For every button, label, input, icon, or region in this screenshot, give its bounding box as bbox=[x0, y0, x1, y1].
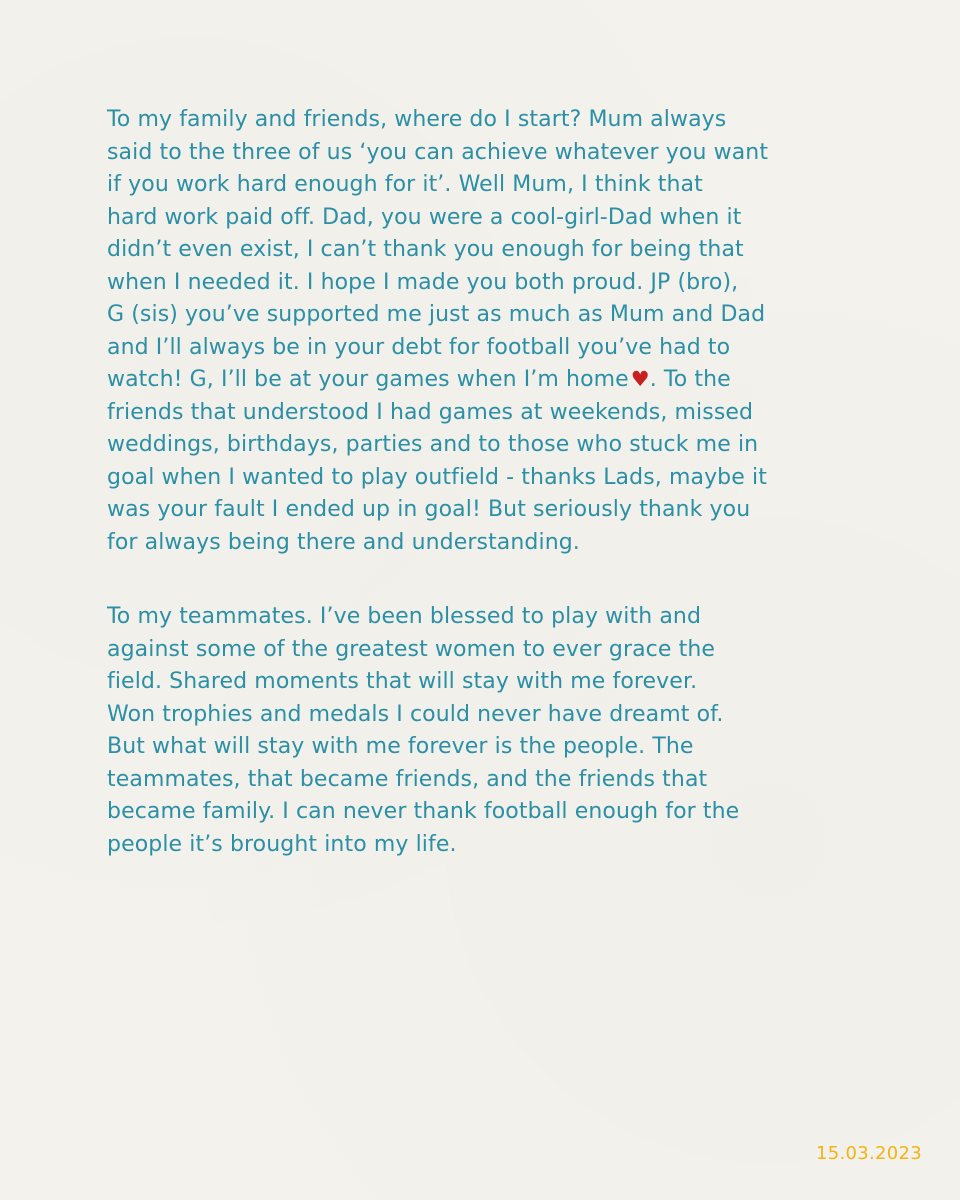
letter-line: against some of the greatest women to ever grace the bbox=[107, 636, 716, 662]
letter-line: field. Shared moments that will stay with me forever. bbox=[107, 669, 698, 694]
letter-line: hard work paid off. Dad, you were a cool-girl-Dad when it bbox=[107, 204, 742, 230]
letter-line: friends that understood I had games at weekends, missed bbox=[107, 399, 754, 425]
letter-line: To my teammates. I’ve been blessed to play with and bbox=[107, 604, 702, 629]
letter-line-with-heart bbox=[107, 364, 867, 397]
letter-body bbox=[107, 104, 867, 861]
letter-text: . To the bbox=[649, 367, 731, 392]
letter-line: if you work hard enough for it’. Well Mum, I think that bbox=[107, 172, 703, 197]
letter-line: said to the three of us ‘you can achieve whatever you want bbox=[107, 139, 769, 165]
letter-line: To my family and friends, where do I start? Mum always bbox=[107, 107, 727, 132]
paragraph-spacer bbox=[107, 559, 867, 601]
letter-line: weddings, birthdays, parties and to those who stuck me in bbox=[107, 432, 759, 457]
letter-line: became family. I can never thank football enough for the bbox=[107, 799, 740, 824]
letter-line: G (sis) you’ve supported me just as much as Mum and Dad bbox=[107, 302, 766, 327]
letter-line: goal when I wanted to play outfield - thanks Lads, maybe it bbox=[107, 464, 767, 490]
letter-line: Won trophies and medals I could never have dreamt of. bbox=[107, 701, 724, 727]
letter-line: didn’t even exist, I can’t thank you enough for being that bbox=[107, 237, 744, 262]
letter-line: when I needed it. I hope I made you both proud. JP (bro), bbox=[107, 269, 739, 295]
letter-text: watch! G, I’ll be at your games when I’m home bbox=[107, 367, 629, 392]
letter-line: But what will stay with me forever is the people. The bbox=[107, 734, 694, 759]
letter-date: 15.03.2023 bbox=[815, 1143, 922, 1164]
letter-line: people it’s brought into my life. bbox=[107, 831, 457, 857]
heart-icon: ♥ bbox=[630, 367, 650, 391]
letter-line: was your fault I ended up in goal! But seriously thank you bbox=[107, 497, 751, 522]
letter-line: teammates, that became friends, and the friends that bbox=[107, 766, 708, 792]
letter-line: for always being there and understanding. bbox=[107, 529, 580, 555]
letter-line: and I’ll always be in your debt for football you’ve had to bbox=[107, 334, 731, 360]
